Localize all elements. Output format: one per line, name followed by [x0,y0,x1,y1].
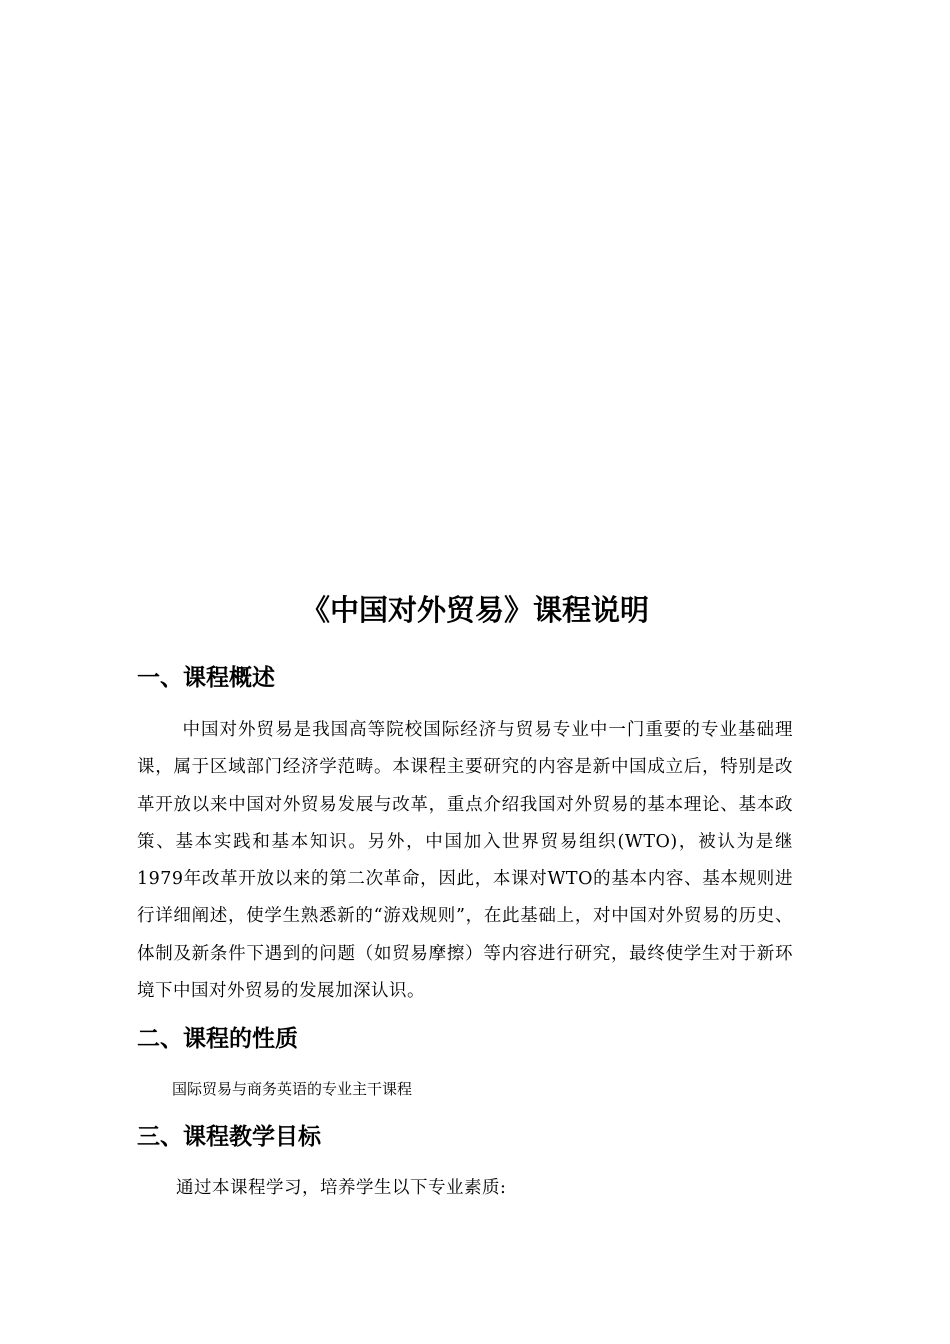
document-title: 《中国对外贸易》课程说明 [300,593,649,627]
section-body-overview: 中国对外贸易是我国高等院校国际经济与贸易专业中一门重要的专业基础理课，属于区域部门经济学范畴。本课程主要研究的内容是新中国成立后，特别是改革开放以来中国对外贸易发展与改革，重点介绍我国对外贸易的基本理论、基本政策、基本实践和基本知识。另外，中国加入世界贸易组织(WTO)，被认为是继1979年改革开放以来的第二次革命，因此，本课对WTO的基本内容、基本规则进行详细阐述，使学生熟悉新的“游戏规则”，在此基础上，对中国对外贸易的历史、体制及新条件下遇到的问题（如贸易摩擦）等内容进行研究，最终使学生对于新环境下中国对外贸易的发展加深认识。 [137,720,793,1002]
section-body-objectives: 通过本课程学习，培养学生以下专业素质: [176,1178,507,1198]
section-body-nature: 国际贸易与商务英语的专业主干课程 [172,1080,413,1098]
section-heading-objectives: 三、课程教学目标 [137,1124,321,1150]
section-heading-nature: 二、课程的性质 [137,1026,298,1052]
section-heading-overview: 一、课程概述 [137,665,275,691]
